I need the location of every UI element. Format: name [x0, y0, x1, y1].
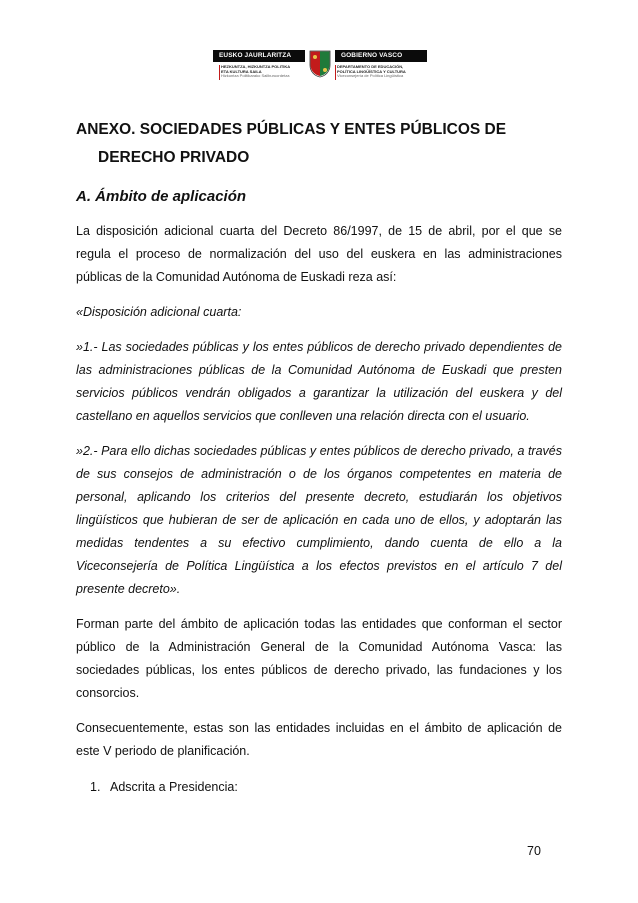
entities-paragraph: Consecuentemente, estas son las entidades incluidas en el ámbito de aplicación de este V periodo de planificación. — [76, 721, 562, 758]
quote-paragraph-1: »1.- Las sociedades públicas y los entes públicos de derecho privado dependientes de las administraciones públicas de la Comunidad Autónoma de Euskadi que presten servicios públicos vendrán obligados a garantizar la utilización del euskera y del castellano en aquellos servicios que conlleven una relación directa con el usuario. — [76, 340, 562, 423]
logo-divider — [335, 65, 336, 80]
government-logo — [213, 50, 427, 92]
logo-left-subtitle: HEZKUNTZA, HIZKUNTZA POLITIKA ETA KULTURA SAILA Hizkuntza Politikarako Sailburuordetza — [221, 64, 291, 79]
section-heading: A. Ámbito de aplicación — [76, 188, 247, 205]
logo-right-subtitle: DEPARTAMENTO DE EDUCACIÓN, POLÍTICA LINGÜÍSTICA Y CULTURA Viceconsejería de Política Lingüística — [337, 64, 406, 79]
list-item: 1. Adscrita a Presidencia: — [90, 780, 238, 794]
page-number: 70 — [527, 844, 541, 858]
scope-paragraph: Forman parte del ámbito de aplicación todas las entidades que conforman el sector público de la Administración General de la Comunidad Autónoma Vasca: las sociedades públicas, los entes públicos de derecho privado, las fundaciones y los consorcios. — [76, 617, 562, 700]
annex-title: ANEXO. SOCIEDADES PÚBLICAS Y ENTES PÚBLICOS DE DERECHO PRIVADO — [76, 121, 507, 166]
logo-left-title: EUSKO JAURLARITZA — [213, 50, 305, 62]
logo-divider — [219, 65, 220, 80]
document-body — [76, 116, 562, 799]
entities-list — [76, 776, 562, 799]
logo-right-title: GOBIERNO VASCO — [335, 50, 427, 62]
quote-paragraph-2: »2.- Para ello dichas sociedades públicas y entes públicos de derecho privado, a través de sus consejos de administración o de los órganos competentes en materia de personal, aplicando los criterios del presente decreto, estudiarán los objetivos lingüísticos que hubieran de ser de aplicación en cada uno de ellos, y adoptarán las medidas tendentes a su efectivo cumplimiento, dando cuenta de ello a la Viceconsejería de Política Lingüística a los efectos previstos en el artículo 7 del presente decreto». — [76, 444, 562, 596]
intro-paragraph: La disposición adicional cuarta del Decreto 86/1997, de 15 de abril, por el que se regula el proceso de normalización del uso del euskera en las administraciones públicas de la Comunidad Autónoma de Euskadi reza así: — [76, 224, 562, 284]
coat-of-arms-icon — [309, 50, 331, 78]
quote-heading: «Disposición adicional cuarta: — [76, 305, 242, 319]
